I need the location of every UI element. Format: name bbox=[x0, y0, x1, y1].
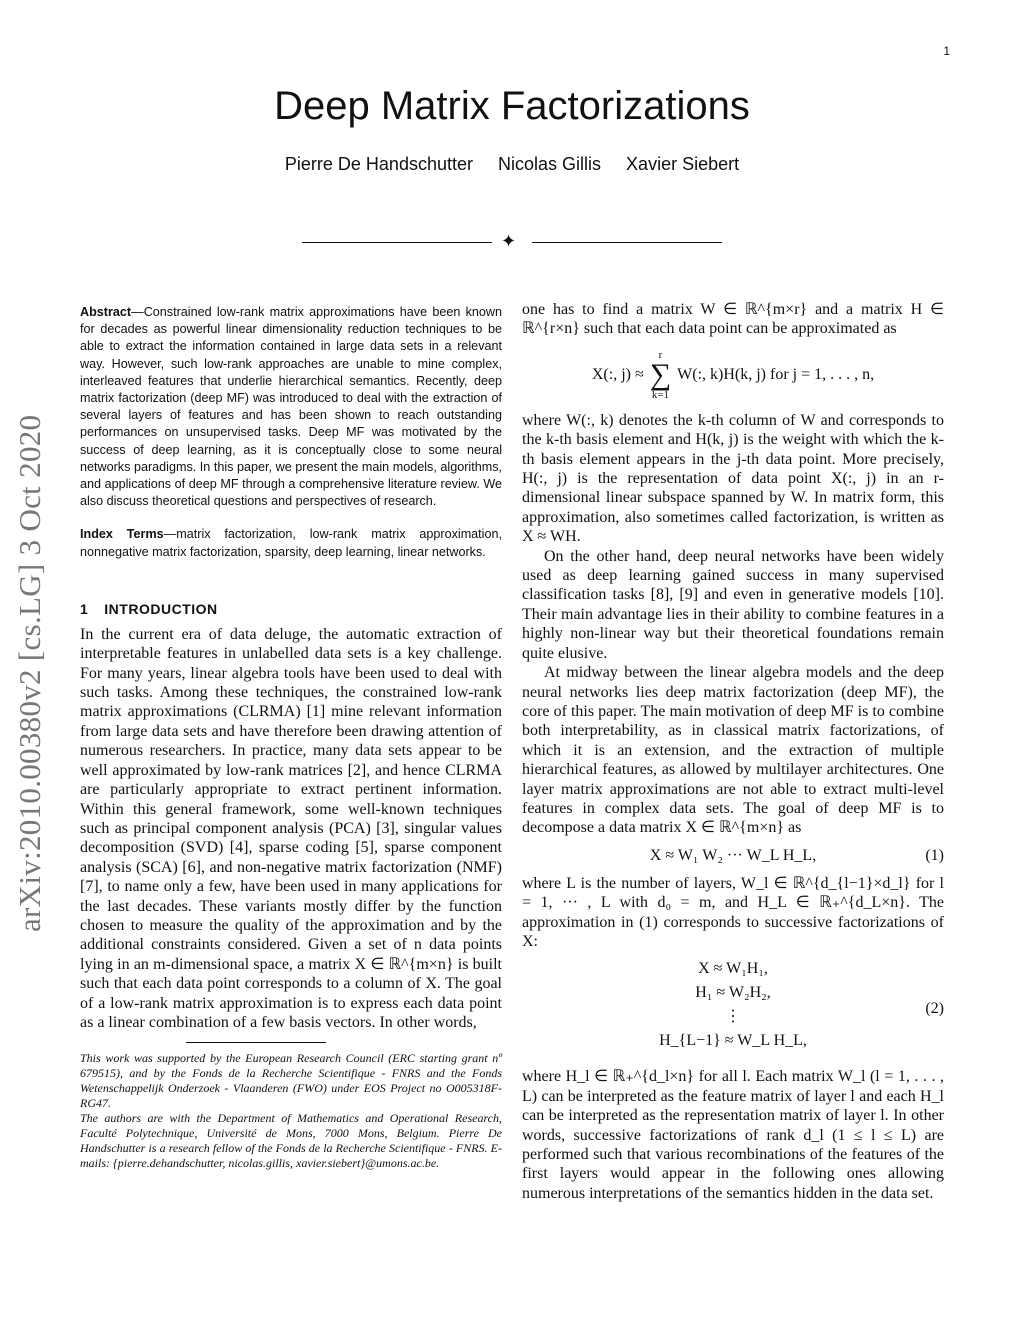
arxiv-identifier-stamp: arXiv:2010.00380v2 [cs.LG] 3 Oct 2020 bbox=[12, 414, 47, 932]
title-divider bbox=[302, 231, 722, 251]
index-terms bbox=[80, 526, 502, 560]
footnote-rule bbox=[186, 1042, 326, 1043]
index-terms-label: Index Terms bbox=[80, 527, 164, 542]
body-paragraph: one has to find a matrix W ∈ ℝ^{m×r} and a matrix H ∈ ℝ^{r×n} such that each data point can be approximated as bbox=[522, 301, 944, 338]
author-name: Pierre De Handschutter bbox=[284, 154, 473, 174]
abstract-label: Abstract bbox=[80, 305, 132, 319]
summation-symbol bbox=[650, 349, 671, 401]
equation-line: H₁ ≈ W₂H₂, bbox=[695, 984, 771, 1002]
author-list bbox=[0, 154, 1024, 175]
right-column bbox=[522, 300, 944, 1203]
equation-number: (1) bbox=[925, 846, 944, 864]
index-terms-text: —matrix factorization, low-rank matrix approximation, nonnegative matrix factorization, sparsity, deep learning, linear networks. bbox=[80, 527, 502, 559]
equation-body: X ≈ W₁ W₂ ··· W_L H_L, bbox=[649, 846, 817, 864]
divider-rule-left bbox=[302, 242, 492, 243]
paper-title: Deep Matrix Factorizations bbox=[274, 84, 750, 128]
equation-1 bbox=[522, 846, 944, 866]
section-heading bbox=[80, 601, 502, 617]
body-paragraph: At midway between the linear algebra models and the deep neural networks lies deep matrix factorization (deep MF), the core of this paper. The main motivation of deep MF is to combine both interpretability, as in classical matrix factorizations, of which it is an extension, and the extraction of multiple hierarchical features, as allowed by multilayer architectures. One layer matrix approximations are not able to extract multi-level features in complex data sets. The goal of deep MF is to decompose a data matrix X ∈ ℝ^{m×n} as bbox=[522, 664, 944, 837]
footnote-funding: This work was supported by the European Research Council (ERC starting grant nº 679515), and by the Fonds de la Recherche Scientifique - FNRS and the Fonds Wetenschappelijk Onderzoek - Vlaanderen (FWO) under EOS Project no O005318F-RG47. bbox=[80, 1051, 502, 1111]
abstract bbox=[80, 304, 502, 510]
abstract-text: —Constrained low-rank matrix approximations have been known for decades as powerful linear dimensionality reduction techniques to be able to extract the information contained in large data sets in a relevant way. However, such low-rank approaches are unable to mine complex, interleaved features that underlie hierarchical semantics. Recently, deep matrix factorization (deep MF) was introduced to deal with the extraction of several layers of features and has been shown to reach outstanding performances on unsupervised tasks. Deep MF was motivated by the success of deep learning, as it is conceptually close to some neural networks paradigms. In this paper, we present the main models, algorithms, and applications of deep MF through a comprehensive literature review. We also discuss theoretical questions and perspectives of research. bbox=[80, 305, 502, 509]
equation-line: H_{L−1} ≈ W_L H_L, bbox=[659, 1032, 807, 1050]
body-paragraph: where H_l ∈ ℝ₊^{d_l×n} for all l. Each matrix W_l (l = 1, . . . , L) can be interpreted as the feature matrix of layer l and each H_l can be interpreted as the representation matrix of layer l. In other words, successive factorizations of rank d_l (1 ≤ l ≤ L) are performed such that various recombinations of the features of the first layers would appear in the following ones allowing numerous interpretations of the semantics hidden in the data set. bbox=[522, 1068, 944, 1202]
equation-line: X ≈ W₁H₁, bbox=[698, 960, 768, 978]
body-paragraph: where L is the number of layers, W_l ∈ ℝ^{d_{l−1}×d_l} for l = 1, ··· , L with d₀ = m, and H_L ∈ ℝ₊^{d_L×n}. The approximation in (1) corresponds to successive factorizations of X: bbox=[522, 874, 944, 950]
footnote-affiliation: The authors are with the Department of Mathematics and Operational Research, Faculté Polytechnique, Université de Mons, 7000 Mons, Belgium. Pierre De Handschutter is a research fellow of the Fonds de la Recherche Scientifique - FNRS. E-mails: {pierre.dehandschutter, nicolas.gillis, xavier.siebert}@umons.ac.be. bbox=[80, 1111, 502, 1171]
section-number: 1 bbox=[80, 600, 89, 617]
left-column bbox=[80, 300, 502, 1171]
author-name: Nicolas Gillis bbox=[498, 154, 602, 174]
author-name: Xavier Siebert bbox=[626, 154, 740, 174]
sum-lower-limit: k=1 bbox=[651, 388, 670, 401]
body-paragraph: On the other hand, deep neural networks have been widely used as deep learning gained success in many supervised classification tasks [8], [9] and even in generative models [10]. Their main advantage lies in their ability to combine features in a highly non-linear way but their theoretical foundations remain quite elusive. bbox=[522, 547, 944, 662]
sigma-icon: ∑ bbox=[649, 357, 672, 391]
page-number: 1 bbox=[943, 44, 950, 58]
divider-rule-right bbox=[532, 242, 722, 243]
section-title: INTRODUCTION bbox=[104, 600, 218, 617]
body-paragraph: where W(:, k) denotes the k-th column of W and corresponds to the k-th basis element and H(k, j) is the weight with which the k-th basis element appears in the j-th data point. More precisely, H(:, j) is the representation of data point X(:, j) in an r-dimensional linear subspace spanned by W. In matrix form, this approximation, also sometimes called factorization, is written as X ≈ WH. bbox=[522, 411, 944, 546]
equation-sum bbox=[522, 347, 944, 403]
intro-paragraph: In the current era of data deluge, the automatic extraction of interpretable features in unlabelled data sets is a key challenge. For many years, linear algebra tools have been used to deal with such tasks. Among these techniques, the constrained low-rank matrix approximations (CLRMA) [1] mine relevant information from large data sets and have therefore been drawing attention of numerous researchers. In practice, many data sets appear to be well approximated by low-rank matrices [2], and hence CLRMA are particularly appropriate to extract pertinent information. Within this general framework, some well-known techniques such as principal component analysis (PCA) [3], singular values decomposition (SVD) [4], sparse coding [5], sparse component analysis (SCA) [6], and non-negative matrix factorization (NMF) [7], to name only a few, have been used in many applications for the last decades. These variants mostly differ by the function chosen to measure the quality of the approximation and by the additional constraints considered. Given a set of n data points lying in an m-dimensional space, a matrix X ∈ ℝ^{m×n} is built such that each data point corresponds to a column of X. The goal of a low-rank matrix approximation is to express each data point as a linear combination of a few basis vectors. In other words, bbox=[80, 625, 502, 1031]
equation-rhs: W(:, k)H(k, j) for j = 1, . . . , n, bbox=[677, 365, 875, 383]
equation-2 bbox=[522, 959, 944, 1059]
divider-star-icon: ✦ bbox=[501, 231, 517, 252]
equation-lhs: X(:, j) ≈ bbox=[591, 365, 644, 383]
equation-line: ⋮ bbox=[725, 1008, 741, 1026]
sum-upper-limit: r bbox=[658, 348, 663, 361]
equation-number: (2) bbox=[925, 1000, 944, 1018]
equation-lines bbox=[522, 959, 944, 1051]
